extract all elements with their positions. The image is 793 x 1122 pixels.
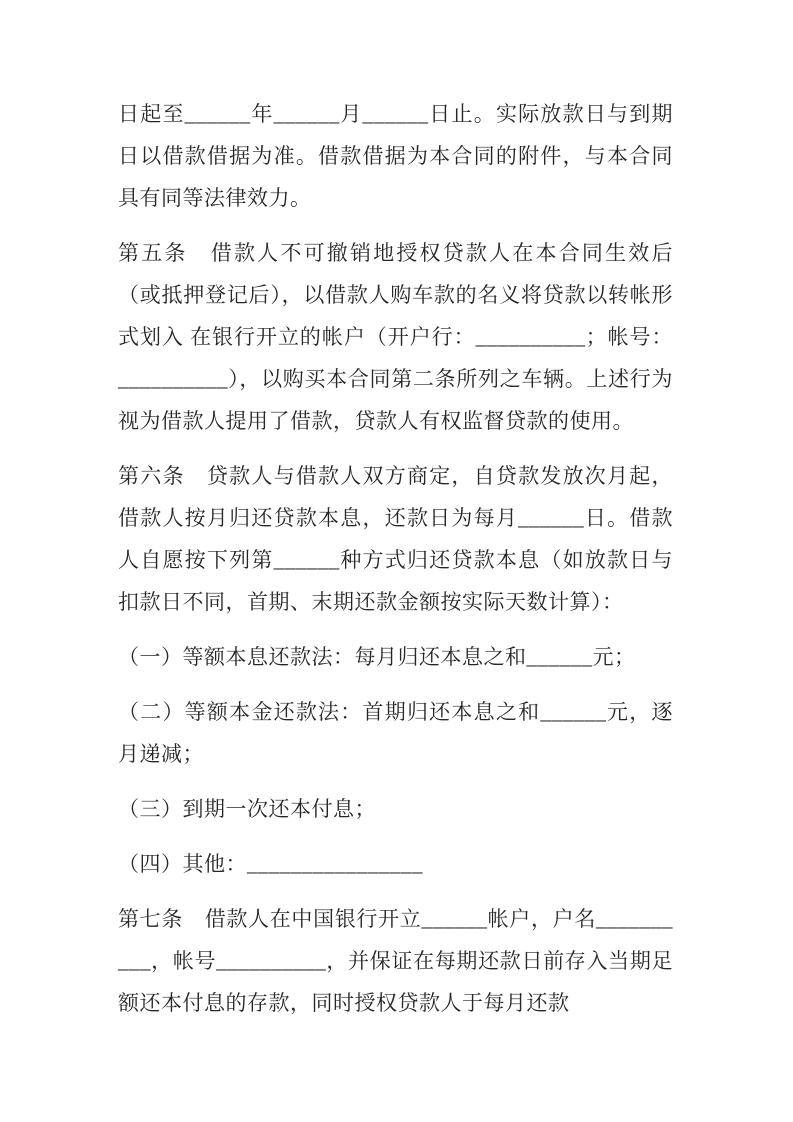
clause-continuation-paragraph: 日起至______年______月______日止。实际放款日与到期日以借款借据为准。借款借据为本合同的附件，与本合同具有同等法律效力。 <box>118 102 673 210</box>
repayment-option-1-paragraph: （一）等额本息还款法：每月归还本息之和______元； <box>118 645 636 669</box>
clause-6-paragraph: 第六条 贷款人与借款人双方商定，自贷款发放次月起，借款人按月归还贷款本息，还款日为每月______日。借款人自愿按下列第______种方式归还贷款本息（如放款日与扣款日不同，首期、末期还款金额按实际天数计算）： <box>118 464 673 614</box>
repayment-option-4-paragraph: （四）其他：________________ <box>118 852 423 876</box>
repayment-option-3-paragraph: （三）到期一次还本付息； <box>118 797 376 821</box>
clause-7-paragraph: 第七条 借款人在中国银行开立______帐户，户名__________，帐号__________，并保证在每期还款日前存入当期足额还本付息的存款，同时授权贷款人于每月还款 <box>118 907 673 1015</box>
repayment-option-2-paragraph: （二）等额本金还款法：首期归还本息之和______元，逐月递减； <box>118 700 673 766</box>
clause-5-paragraph: 第五条 借款人不可撤销地授权贷款人在本合同生效后（或抵押登记后），以借款人购车款的名义将贷款以转帐形式划入 在银行开立的帐户（开户行：__________；帐号：__________），以购买本合同第二条所列之车辆。上述行为视为借款人提用了借款，贷款人有权监督贷款的使用。 <box>118 241 673 433</box>
